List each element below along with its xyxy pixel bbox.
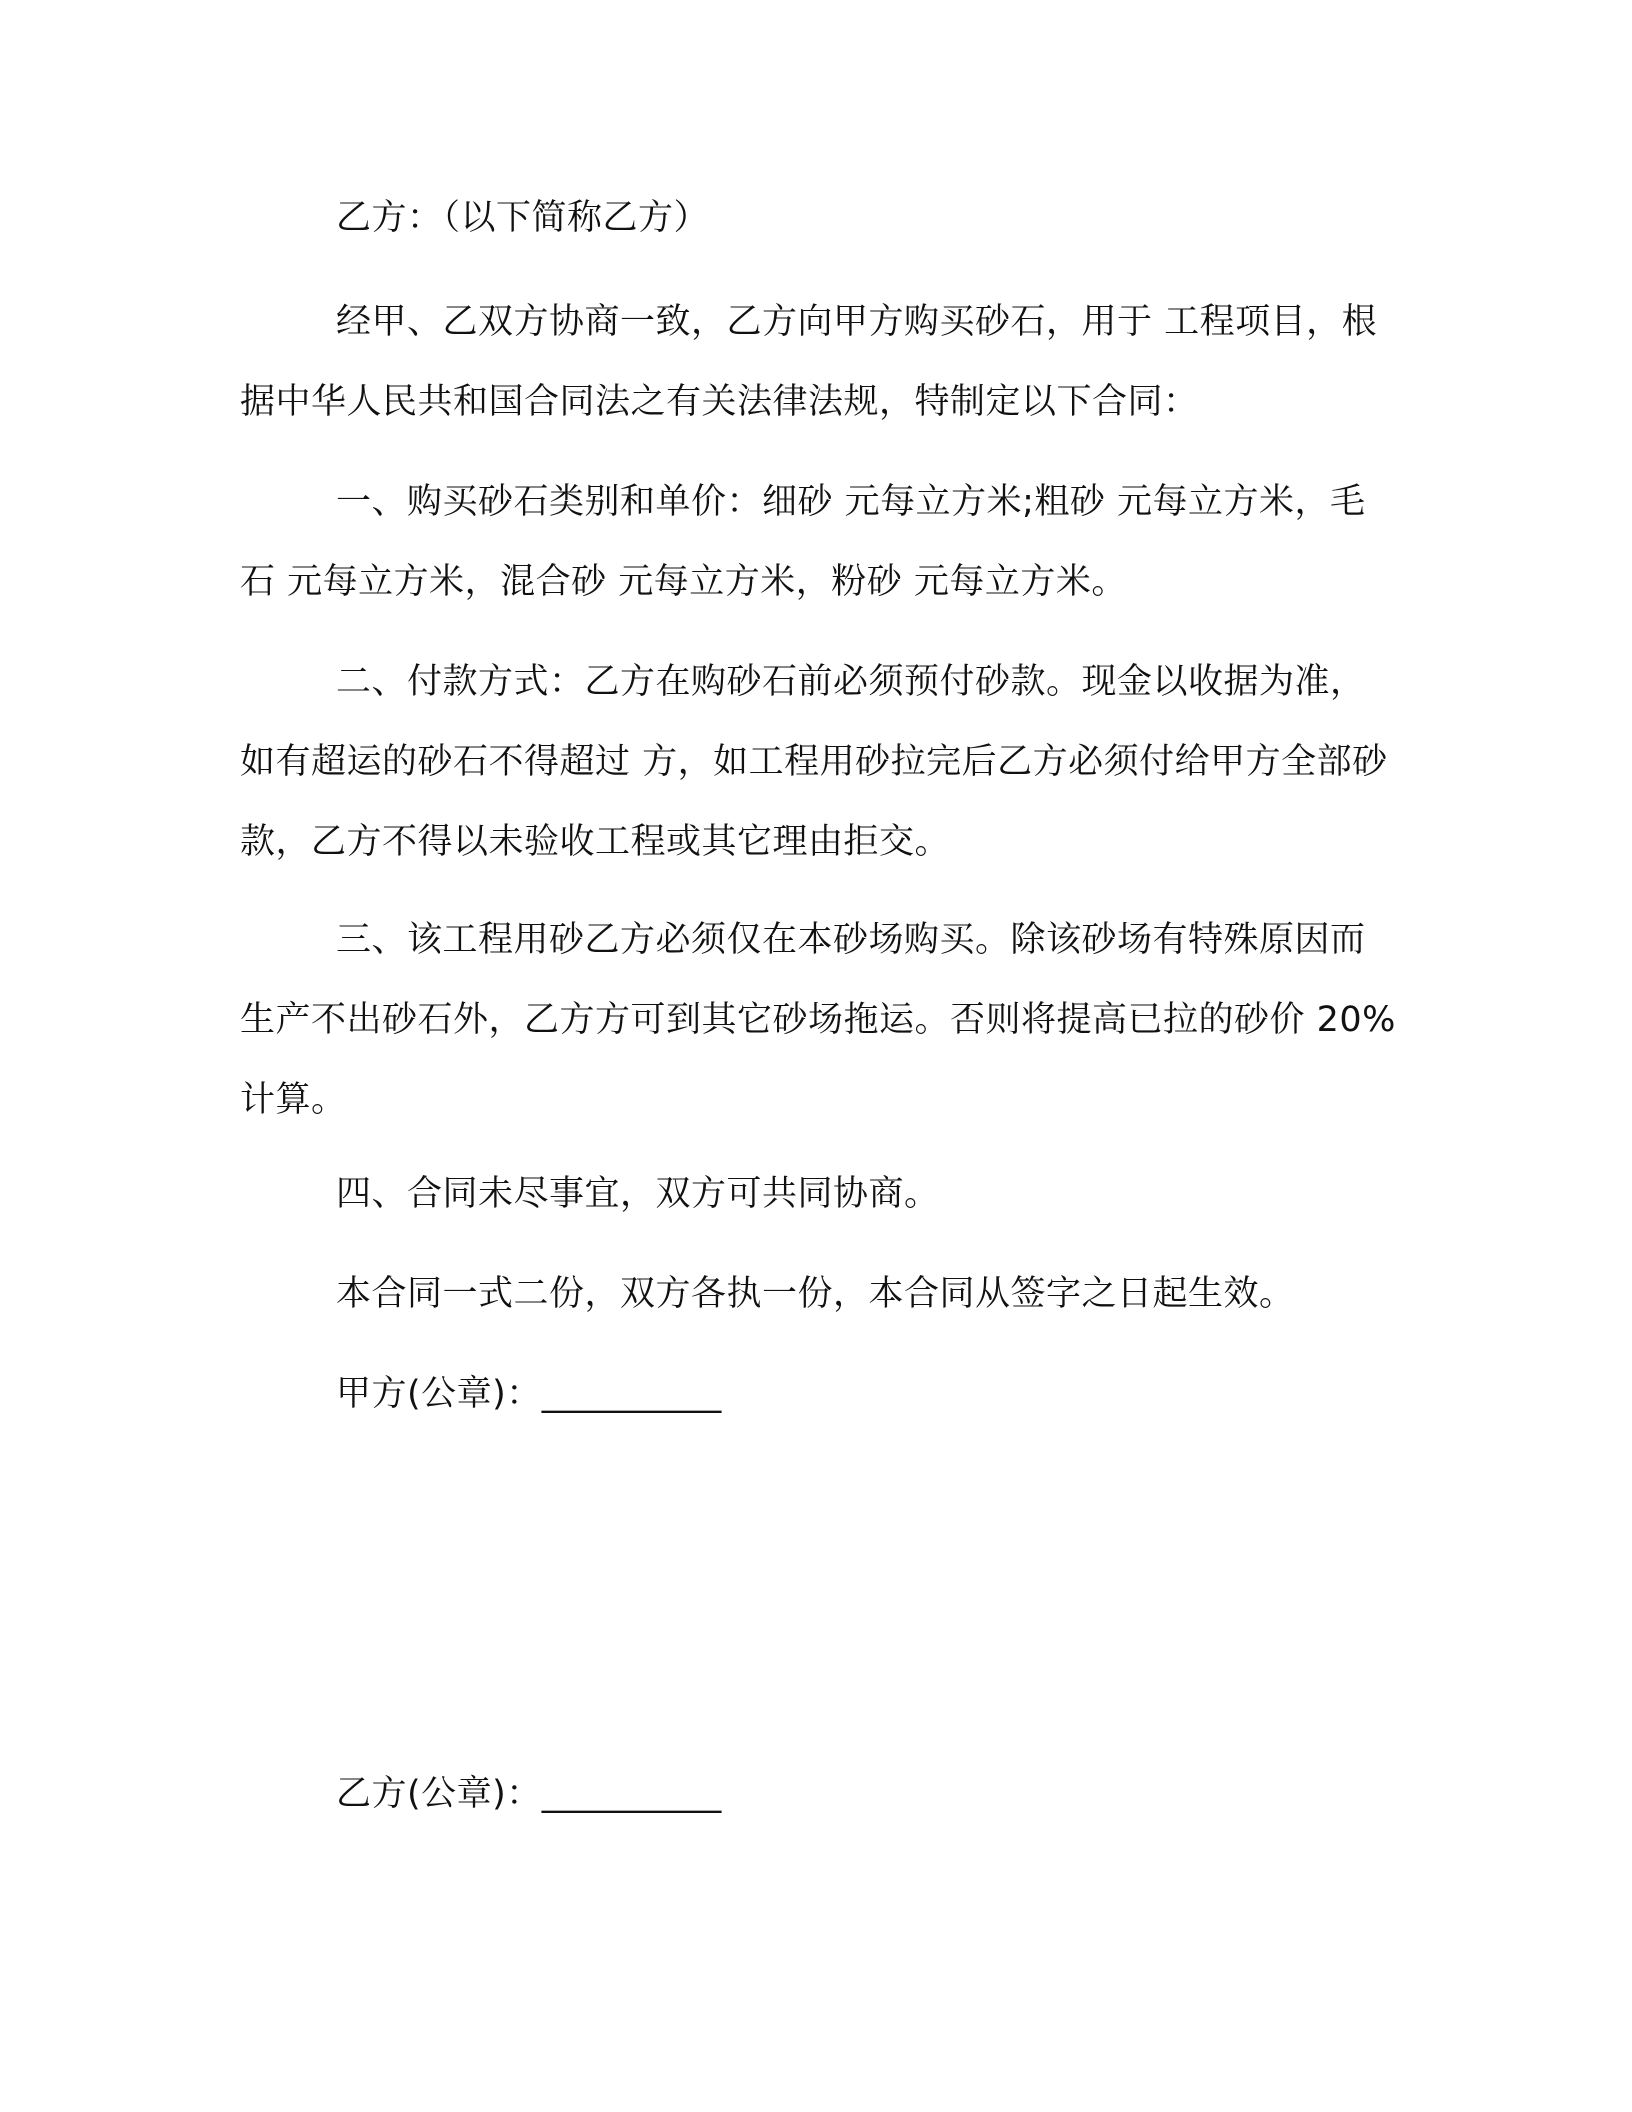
- clause-3-paragraph: 三、该工程用砂乙方必须仅在本砂场购买。除该砂场有特殊原因而生产不出砂石外，乙方方可到其它砂场拖运。否则将提高已拉的砂价 20%计算。: [240, 920, 1396, 1120]
- preamble-paragraph: 经甲、乙双方协商一致，乙方向甲方购买砂石，用于 工程项目，根据中华人民共和国合同法之有关法律法规，特制定以下合同：: [240, 302, 1378, 422]
- clause-2-paragraph: 二、付款方式：乙方在购砂石前必须预付砂款。现金以收据为准，如有超运的砂石不得超过 方，如工程用砂拉完后乙方必须付给甲方全部砂款，乙方不得以未验收工程或其它理由拒交。: [240, 662, 1388, 862]
- party-b-signature-line: 乙方(公章)：__________: [336, 1774, 722, 1814]
- party-b-intro: 乙方：（以下简称乙方）: [336, 198, 710, 238]
- validity-paragraph: 本合同一式二份，双方各执一份，本合同从签字之日起生效。: [336, 1274, 1295, 1314]
- clause-4-paragraph: 四、合同未尽事宜，双方可共同协商。: [336, 1174, 940, 1214]
- clause-1-paragraph: 一、购买砂石类别和单价：细砂 元每立方米;粗砂 元每立方米，毛石 元每立方米，混合砂 元每立方米，粉砂 元每立方米。: [240, 482, 1366, 602]
- party-a-signature-line: 甲方(公章)：__________: [336, 1374, 722, 1414]
